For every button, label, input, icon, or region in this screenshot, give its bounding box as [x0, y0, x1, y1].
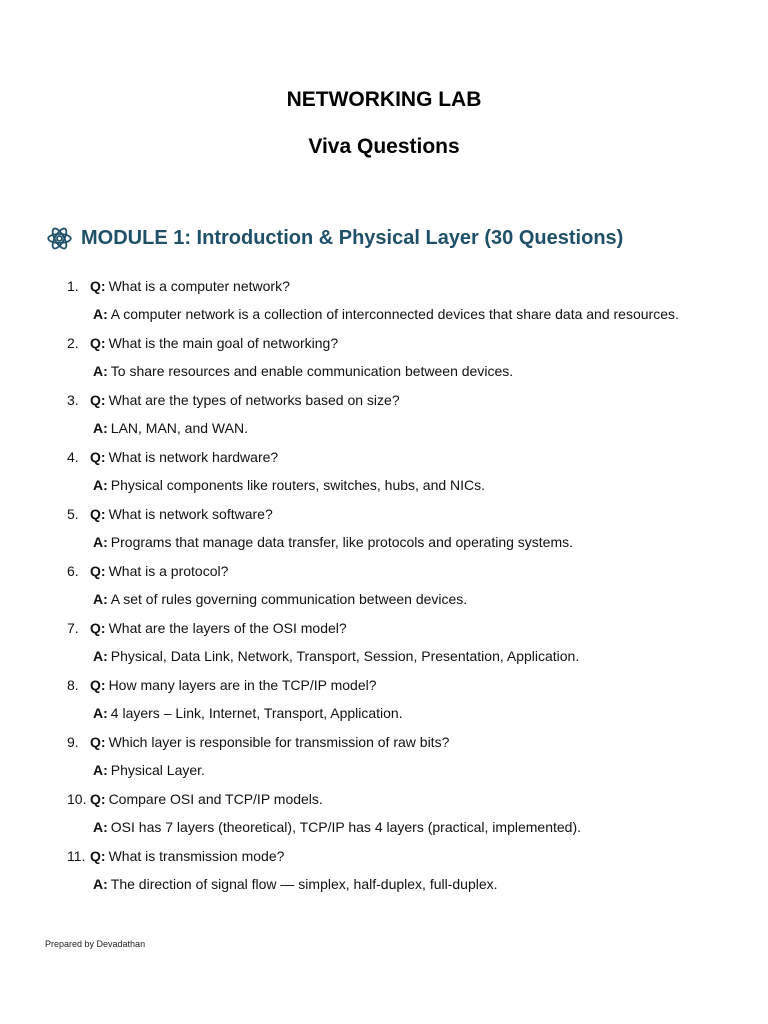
question-line [90, 789, 323, 809]
question-prefix: Q: [90, 278, 106, 294]
list-item [0, 559, 768, 616]
question-line [90, 618, 347, 638]
gear-atom-icon [46, 225, 73, 252]
list-item [0, 787, 768, 844]
question-text: Compare OSI and TCP/IP models. [108, 791, 323, 807]
answer-line [93, 703, 403, 723]
question-text: What are the layers of the OSI model? [108, 620, 347, 636]
answer-line [93, 532, 573, 552]
module-heading [46, 225, 623, 252]
question-text: What is network software? [108, 506, 273, 522]
question-line [90, 504, 273, 524]
list-item [0, 331, 768, 388]
question-prefix: Q: [90, 848, 106, 864]
answer-prefix: A: [93, 363, 108, 379]
question-text: What are the types of networks based on size? [108, 392, 400, 408]
question-text: What is a computer network? [108, 278, 290, 294]
question-number: 9. [67, 734, 79, 750]
list-item [0, 844, 768, 901]
document-title: NETWORKING LAB [286, 88, 482, 111]
answer-prefix: A: [93, 477, 108, 493]
question-prefix: Q: [90, 677, 106, 693]
question-prefix: Q: [90, 620, 106, 636]
question-line [90, 561, 228, 581]
question-list [0, 274, 768, 901]
question-line [90, 732, 449, 752]
answer-text: The direction of signal flow — simplex, half-duplex, full-duplex. [110, 876, 498, 892]
question-text: What is transmission mode? [108, 848, 285, 864]
question-prefix: Q: [90, 449, 106, 465]
answer-text: Physical Layer. [110, 762, 205, 778]
question-line [90, 447, 278, 467]
answer-prefix: A: [93, 819, 108, 835]
answer-line [93, 475, 485, 495]
question-prefix: Q: [90, 506, 106, 522]
question-number: 6. [67, 563, 79, 579]
question-prefix: Q: [90, 734, 106, 750]
answer-prefix: A: [93, 420, 108, 436]
module-heading-text: MODULE 1: Introduction & Physical Layer (30 Questions) [81, 227, 624, 249]
answer-text: LAN, MAN, and WAN. [110, 420, 248, 436]
question-number: 4. [67, 449, 79, 465]
question-number: 2. [67, 335, 79, 351]
answer-line [93, 646, 579, 666]
answer-text: Programs that manage data transfer, like protocols and operating systems. [110, 534, 574, 550]
answer-text: To share resources and enable communication between devices. [110, 363, 514, 379]
question-text: What is the main goal of networking? [108, 335, 339, 351]
question-text: Which layer is responsible for transmission of raw bits? [108, 734, 450, 750]
question-line [90, 846, 284, 866]
question-prefix: Q: [90, 392, 106, 408]
answer-line [93, 760, 205, 780]
list-item [0, 274, 768, 331]
answer-line [93, 589, 467, 609]
answer-line [93, 418, 248, 438]
question-prefix: Q: [90, 791, 106, 807]
answer-prefix: A: [93, 876, 108, 892]
question-prefix: Q: [90, 335, 106, 351]
question-number: 8. [67, 677, 79, 693]
question-number: 5. [67, 506, 79, 522]
answer-line [93, 361, 513, 381]
answer-prefix: A: [93, 705, 108, 721]
list-item [0, 730, 768, 787]
list-item [0, 388, 768, 445]
answer-prefix: A: [93, 306, 108, 322]
list-item [0, 445, 768, 502]
list-item [0, 502, 768, 559]
question-number: 3. [67, 392, 79, 408]
list-item [0, 616, 768, 673]
answer-prefix: A: [93, 762, 108, 778]
answer-line [93, 817, 581, 837]
answer-prefix: A: [93, 591, 108, 607]
question-number: 10. [67, 791, 87, 807]
answer-prefix: A: [93, 648, 108, 664]
answer-text: Physical, Data Link, Network, Transport, Session, Presentation, Application. [110, 648, 580, 664]
question-prefix: Q: [90, 563, 106, 579]
question-line [90, 675, 377, 695]
question-text: What is network hardware? [108, 449, 279, 465]
question-number: 7. [67, 620, 79, 636]
question-line [90, 276, 290, 296]
question-line [90, 333, 338, 353]
question-line [90, 390, 400, 410]
answer-text: A set of rules governing communication between devices. [110, 591, 468, 607]
question-text: What is a protocol? [108, 563, 229, 579]
question-number: 1. [67, 278, 79, 294]
document-subtitle: Viva Questions [308, 135, 460, 158]
answer-text: 4 layers – Link, Internet, Transport, Application. [110, 705, 403, 721]
footer-credit: Prepared by Devadathan [45, 939, 146, 949]
answer-line [93, 874, 498, 894]
question-number: 11. [67, 848, 86, 864]
answer-text: A computer network is a collection of interconnected devices that share data and resources. [110, 306, 679, 322]
answer-text: OSI has 7 layers (theoretical), TCP/IP has 4 layers (practical, implemented). [110, 819, 582, 835]
answer-prefix: A: [93, 534, 108, 550]
list-item [0, 673, 768, 730]
answer-line [93, 304, 679, 324]
answer-text: Physical components like routers, switches, hubs, and NICs. [110, 477, 486, 493]
question-text: How many layers are in the TCP/IP model? [108, 677, 377, 693]
